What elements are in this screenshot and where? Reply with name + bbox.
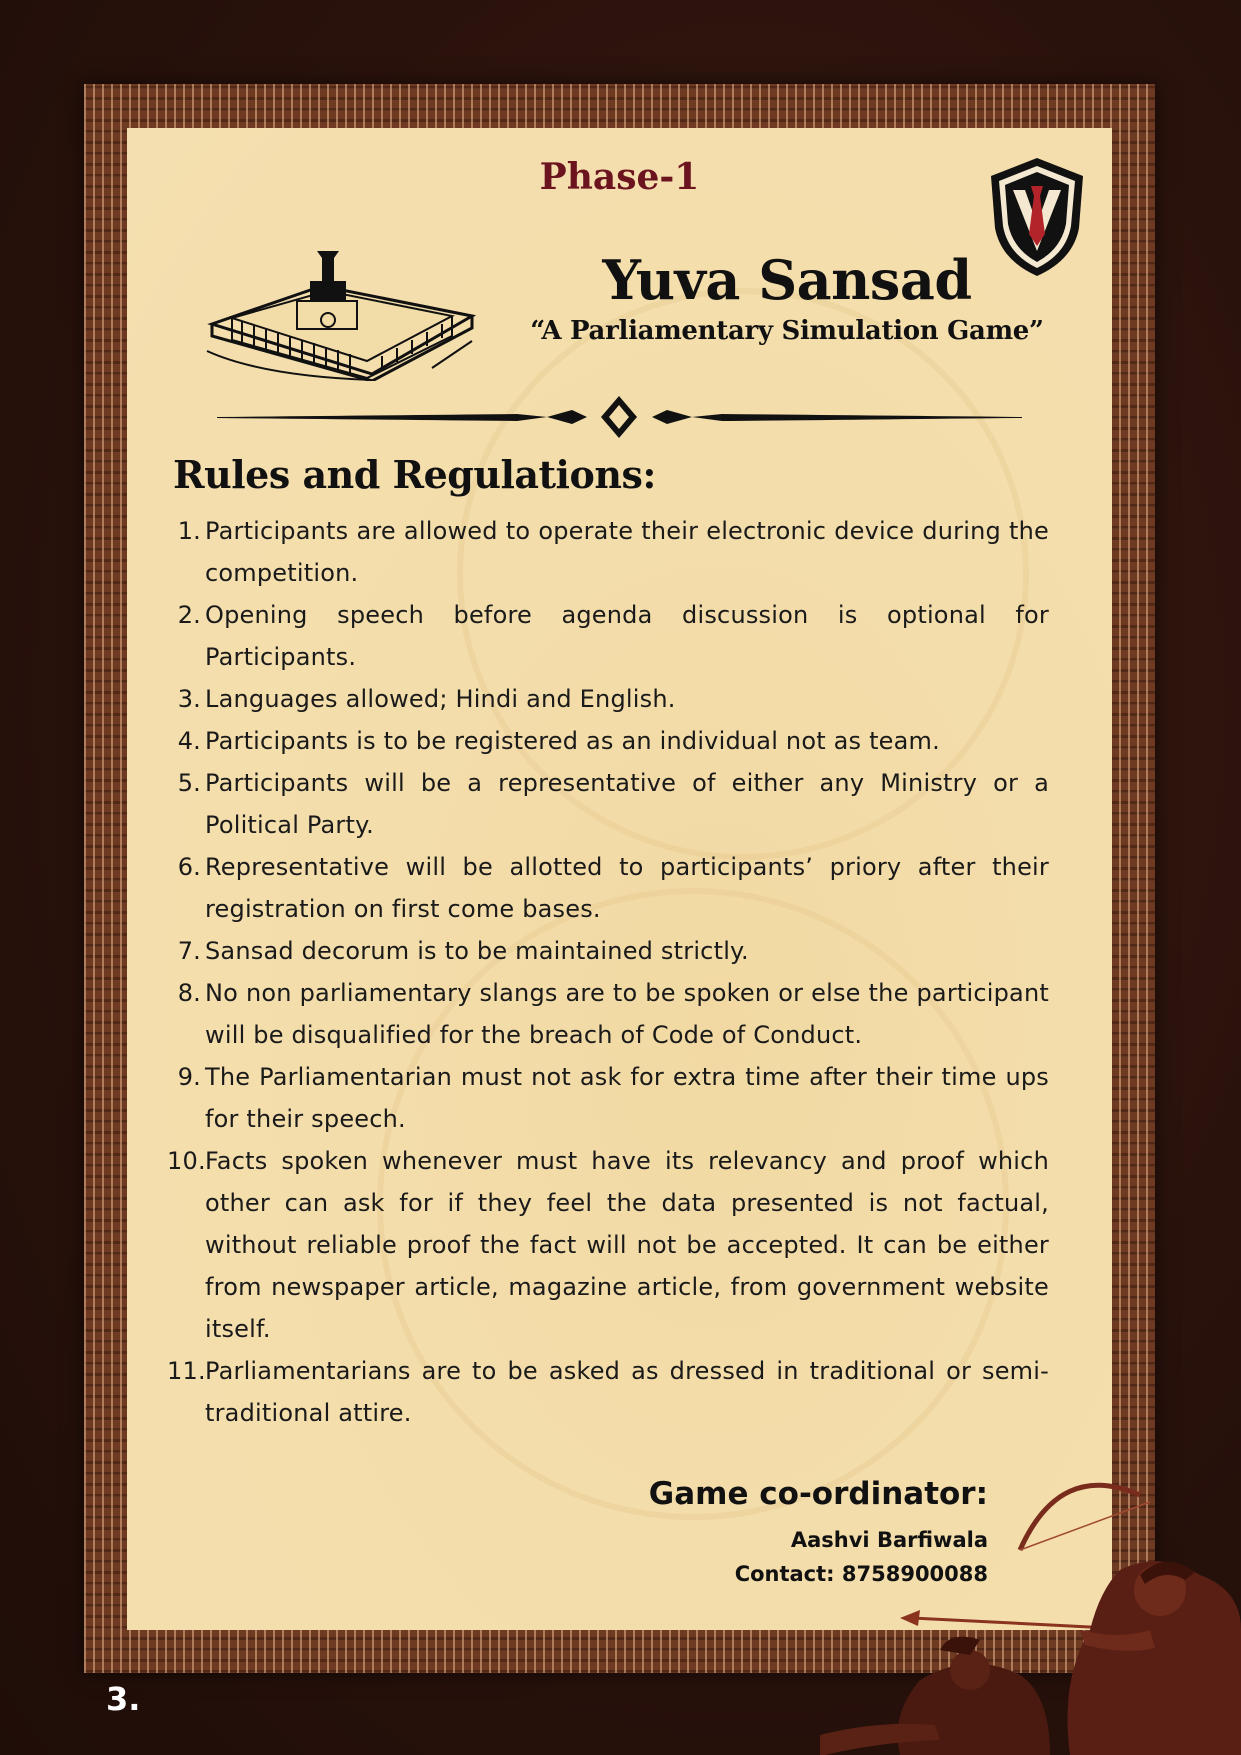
rule-item	[167, 720, 1049, 762]
rule-text: Representative will be allotted to participants’ priory after their registration on first come bases.	[205, 853, 1049, 923]
rule-item	[167, 1056, 1049, 1140]
rule-number: 9.	[177, 1063, 201, 1091]
rule-item	[167, 972, 1049, 1056]
rule-number: 6.	[177, 853, 201, 881]
page-number: 3.	[106, 1680, 141, 1718]
rule-item	[167, 846, 1049, 930]
rule-number: 5.	[177, 769, 201, 797]
rule-text: Sansad decorum is to be maintained strictly.	[205, 937, 749, 965]
coordinator-contact: Contact: 8758900088	[734, 1562, 988, 1586]
rule-text: Participants will be a representative of either any Ministry or a Political Party.	[205, 769, 1049, 839]
rule-item	[167, 762, 1049, 846]
parliament-building-icon	[202, 246, 482, 381]
rule-text: Parliamentarians are to be asked as dressed in traditional or semi-traditional attire.	[205, 1357, 1049, 1427]
rule-item	[167, 678, 1049, 720]
rule-number: 3.	[177, 685, 201, 713]
rule-text: Participants is to be registered as an individual not as team.	[205, 727, 940, 755]
rule-text: The Parliamentarian must not ask for extra time after their time ups for their speech.	[205, 1063, 1049, 1133]
rule-number: 10.	[167, 1147, 206, 1175]
rule-number: 4.	[177, 727, 201, 755]
coordinator-heading: Game co-ordinator:	[648, 1476, 988, 1512]
rule-text: Facts spoken whenever must have its relevancy and proof which other can ask for if they feel the data presented is not factual, without reliable proof the fact will not be accepted. It can be either from newspaper article, magazine article, from government website itself.	[205, 1147, 1049, 1343]
rule-text: No non parliamentary slangs are to be spoken or else the participant will be disqualified for the breach of Code of Conduct.	[205, 979, 1049, 1049]
archer-illustration-icon	[820, 1480, 1241, 1755]
rule-text: Participants are allowed to operate their electronic device during the competition.	[205, 517, 1049, 587]
rule-item	[167, 594, 1049, 678]
rule-text: Opening speech before agenda discussion is optional for Participants.	[205, 601, 1049, 671]
rule-item	[167, 1350, 1049, 1434]
rule-item	[167, 1140, 1049, 1350]
rule-text: Languages allowed; Hindi and English.	[205, 685, 676, 713]
rules-list	[167, 510, 1049, 1434]
rule-number: 1.	[177, 517, 201, 545]
rule-number: 11.	[167, 1357, 206, 1385]
ornamental-divider-icon	[217, 396, 1022, 440]
rule-number: 8.	[177, 979, 201, 1007]
coordinator-name: Aashvi Barfiwala	[790, 1528, 988, 1552]
main-title: Yuva Sansad	[602, 248, 972, 312]
phase-title: Phase-1	[539, 156, 700, 198]
rules-heading: Rules and Regulations:	[173, 452, 656, 497]
rule-item	[167, 510, 1049, 594]
rule-number: 7.	[177, 937, 201, 965]
rule-number: 2.	[177, 601, 201, 629]
content-panel	[127, 128, 1112, 1630]
subtitle: “A Parliamentary Simulation Game”	[530, 316, 1044, 346]
rule-item	[167, 930, 1049, 972]
